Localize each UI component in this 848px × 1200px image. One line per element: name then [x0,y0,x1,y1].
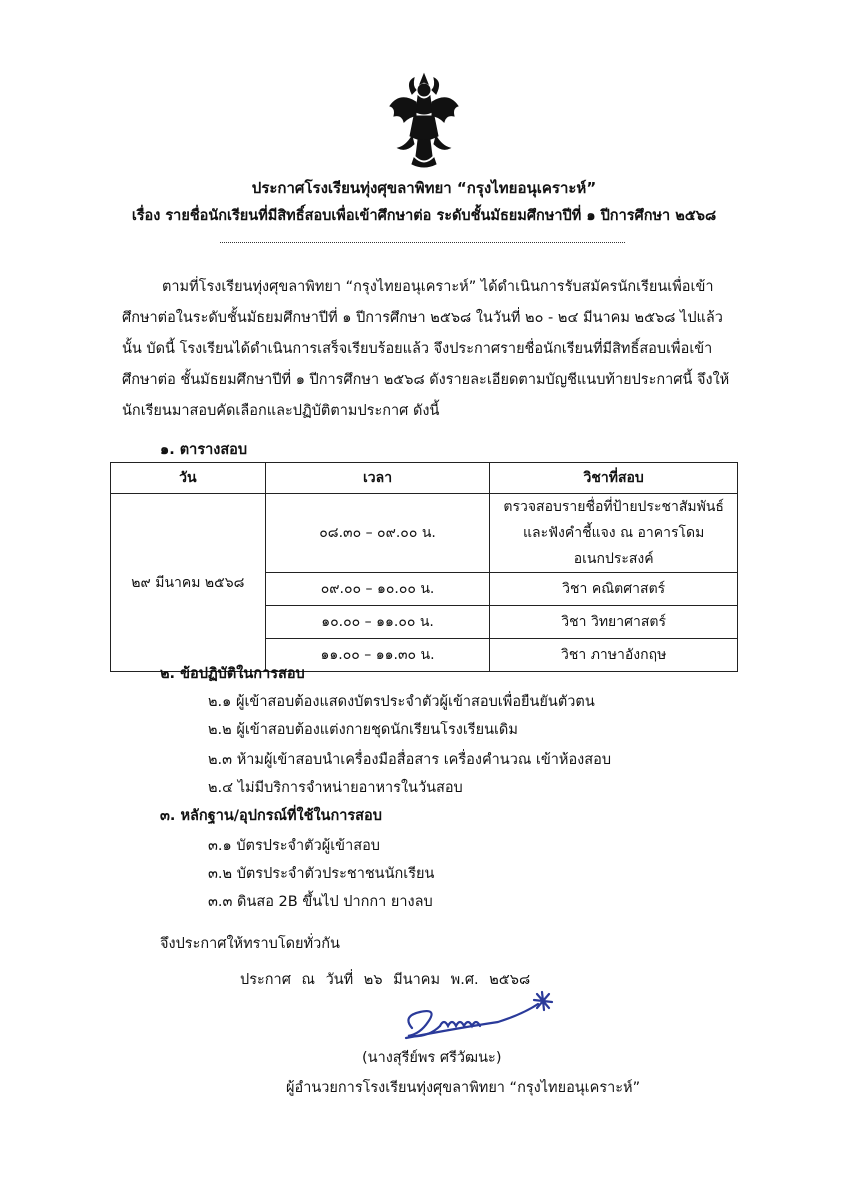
table-row [111,494,738,573]
evidence-heading: ๓. หลักฐาน/อุปกรณ์ที่ใช้ในการสอบ [160,808,382,824]
table-header-row [111,463,738,494]
column-header-subject: วิชาที่สอบ [490,463,738,494]
subject-cell [490,494,738,573]
dotted-divider [220,242,625,243]
announcement-title: ประกาศโรงเรียนทุ่งศุขลาพิทยา “กรุงไทยอนุเคราะห์” [251,179,597,197]
subject-cell: วิชา ภาษาอังกฤษ [490,639,738,672]
exam-schedule-table [110,462,738,672]
exam-date-cell: ๒๙ มีนาคม ๒๕๖๘ [111,494,266,672]
subject-cell: วิชา วิทยาศาสตร์ [490,606,738,639]
list-item: ๒.๑ ผู้เข้าสอบต้องแสดงบัตรประจำตัวผู้เข้าสอบเพื่อยืนยันตัวตน [208,694,595,710]
subject-cell: วิชา คณิตศาสตร์ [490,573,738,606]
signer-name: (นางสุรีย์พร ศรีวัฒนะ) [362,1050,502,1066]
list-item: ๓.๑ บัตรประจำตัวผู้เข้าสอบ [208,838,380,854]
announcement-date: ประกาศ ณ วันที่ ๒๖ มีนาคม พ.ศ. ๒๕๖๘ [240,972,531,988]
time-cell: ๐๘.๓๐ – ๐๙.๐๐ น. [265,494,490,573]
time-cell: ๑๑.๐๐ – ๑๑.๓๐ น. [265,639,490,672]
list-item: ๓.๒ บัตรประจำตัวประชาชนนักเรียน [208,866,435,882]
list-item: ๒.๒ ผู้เข้าสอบต้องแต่งกายชุดนักเรียนโรงเรียนเดิม [208,722,518,738]
subject-line: และฟังคำชี้แจง ณ อาคารโดมอเนกประสงค์ [522,525,705,567]
time-cell: ๑๐.๐๐ – ๑๑.๐๐ น. [265,606,490,639]
closing-text: จึงประกาศให้ทราบโดยทั่วกัน [160,936,340,952]
subject-line: ตรวจสอบรายชื่อที่ป้ายประชาสัมพันธ์ [503,499,724,515]
list-item: ๒.๓ ห้ามผู้เข้าสอบนำเครื่องมือสื่อสาร เครื่องคำนวณ เข้าห้องสอบ [208,752,612,768]
garuda-emblem-icon [384,72,464,168]
handwritten-signature-icon [398,988,558,1048]
rules-heading: ๒. ข้อปฏิบัติในการสอบ [160,666,305,682]
list-item: ๓.๓ ดินสอ 2B ขึ้นไป ปากกา ยางลบ [208,894,433,910]
announcement-subject: เรื่อง รายชื่อนักเรียนที่มีสิทธิ์สอบเพื่อเข้าศึกษาต่อ ระดับชั้นมัธยมศึกษาปีที่ ๑ ปีการศึกษา ๒๕๖๘ [131,208,717,224]
intro-paragraph-text: ตามที่โรงเรียนทุ่งศุขลาพิทยา “กรุงไทยอนุเคราะห์” ได้ดำเนินการรับสมัครนักเรียนเพื่อเข้าศึกษาต่อในระดับชั้นมัธยมศึกษาปีที่ ๑ ปีการศึกษา ๒๕๖๘ ในวันที่ ๒๐ - ๒๔ มีนาคม ๒๕๖๘ ไปแล้วนั้น บัดนี้ โรงเรียนได้ดำเนินการเสร็จเรียบร้อยแล้ว จึงประกาศรายชื่อนักเรียนที่มีสิทธิ์สอบเพื่อเข้าศึกษาต่อ ชั้นมัธยมศึกษาปีที่ ๑ ปีการศึกษา ๒๕๖๘ ดังรายละเอียดตามบัญชีแนบท้ายประกาศนี้ จึงให้นักเรียนมาสอบคัดเลือกและปฏิบัติตามประกาศ ดังนี้ [122,279,730,419]
intro-paragraph [122,272,737,427]
list-item: ๒.๔ ไม่มีบริการจำหน่ายอาหารในวันสอบ [208,780,463,796]
column-header-time: เวลา [265,463,490,494]
schedule-heading: ๑. ตารางสอบ [160,442,248,458]
column-header-day: วัน [111,463,266,494]
time-cell: ๐๙.๐๐ – ๑๐.๐๐ น. [265,573,490,606]
signer-position: ผู้อำนวยการโรงเรียนทุ่งศุขลาพิทยา “กรุงไทยอนุเคราะห์” [286,1080,641,1096]
